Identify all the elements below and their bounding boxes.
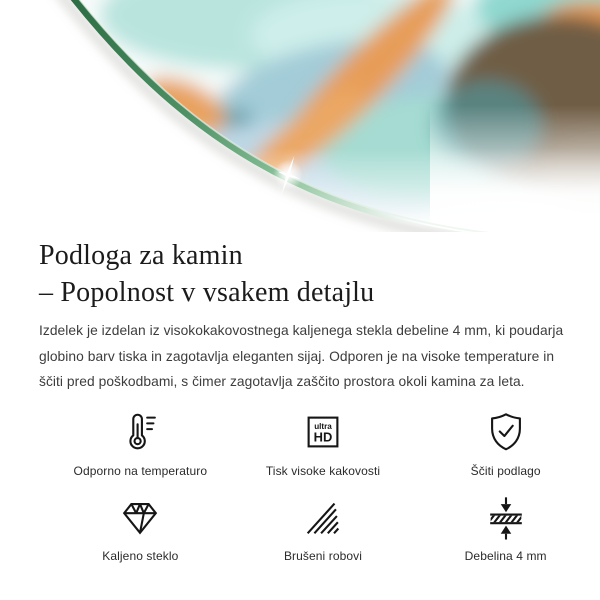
feature-protection [414,409,597,478]
beveled-edges-icon [300,494,346,540]
page-title [39,237,574,311]
glass-panel-photo [0,0,600,232]
ultra-hd-icon-text-top: ultra [314,421,332,431]
feature-print-quality [232,409,415,478]
shield-check-icon [483,409,529,455]
ultra-hd-icon-text-bottom: HD [313,429,333,445]
thermometer-icon [117,409,163,455]
feature-label: Brušeni robovi [283,548,363,563]
feature-label: Debelina 4 mm [464,548,547,563]
thickness-icon [483,494,529,540]
page-title-line1: Podloga za kamin [39,240,243,271]
product-description-section [0,237,600,563]
feature-label: Odporno na temperaturo [73,463,208,478]
feature-label: Tisk visoke kakovosti [265,463,381,478]
product-image [0,0,600,232]
feature-thickness [414,494,597,563]
ultra-hd-icon [300,409,346,455]
feature-tempered-glass [49,494,232,563]
product-description: Izdelek je izdelan iz visokokakovostnega kaljenega stekla debeline 4 mm, ki poudarja globino barv tiska in zagotavlja eleganten sijaj. Odporen je na visoke temperature in ščiti pred poškodbami, s čimer zagotavlja zaščito prostora okoli kamina za leta. [39,323,564,389]
feature-label: Ščiti podlago [470,463,541,478]
feature-polished-edges [232,494,415,563]
feature-grid [49,409,597,563]
diamond-icon [117,494,163,540]
page-title-line2: – Popolnost v vsakem detajlu [39,277,375,308]
feature-temperature [49,409,232,478]
feature-label: Kaljeno steklo [102,548,179,563]
